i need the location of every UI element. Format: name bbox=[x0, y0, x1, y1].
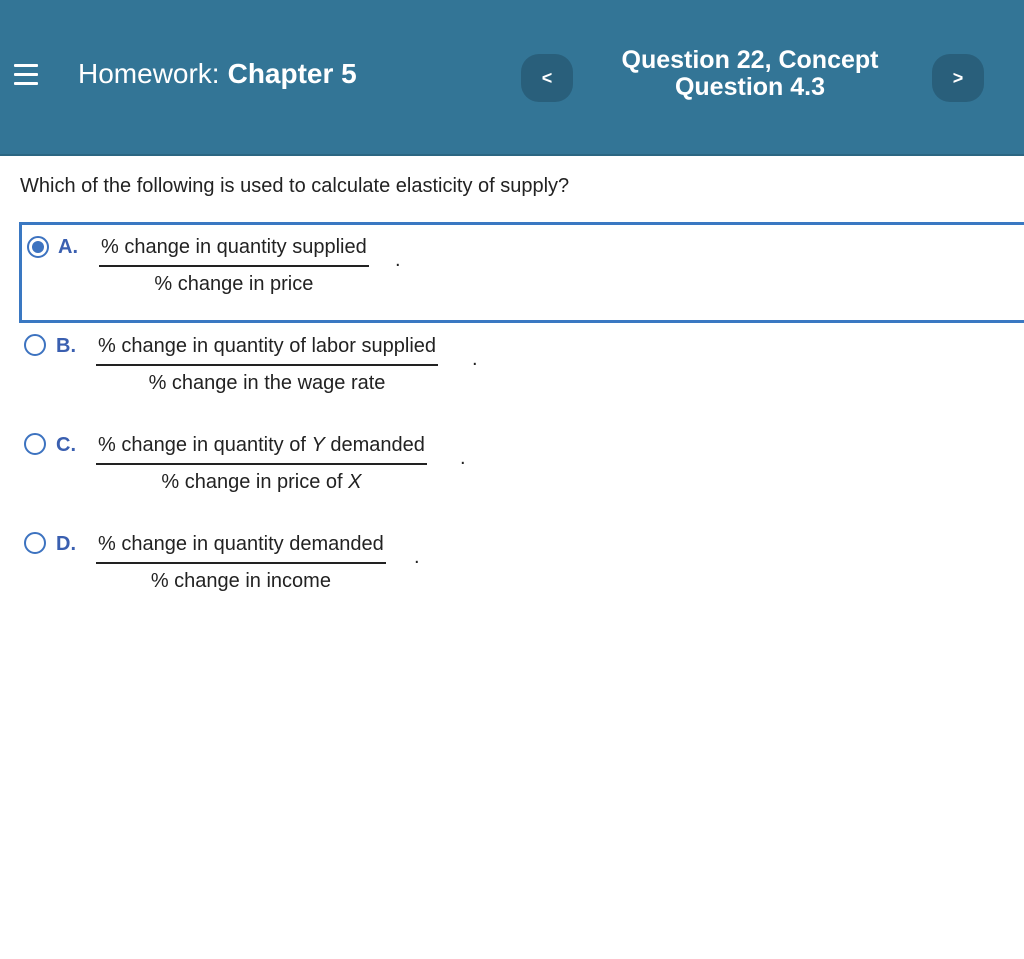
option-d[interactable] bbox=[0, 531, 1024, 601]
option-c[interactable] bbox=[0, 432, 1024, 502]
denominator-b: % change in the wage rate bbox=[148, 372, 386, 394]
option-letter-d: D. bbox=[56, 533, 76, 555]
next-question-button[interactable] bbox=[932, 54, 984, 102]
radio-button-a[interactable] bbox=[27, 236, 49, 258]
radio-button-c[interactable] bbox=[24, 433, 46, 455]
question-title-line1: Question 22, Concept bbox=[621, 46, 879, 74]
period-d: . bbox=[414, 546, 420, 568]
chapter-name: Chapter 5 bbox=[227, 58, 357, 89]
fraction-d bbox=[96, 533, 386, 593]
question-text: Which of the following is used to calculate elasticity of supply? bbox=[20, 175, 570, 197]
previous-question-button[interactable] bbox=[521, 54, 573, 102]
fraction-b bbox=[96, 335, 438, 395]
period-c: . bbox=[460, 447, 466, 469]
period-a: . bbox=[395, 249, 401, 271]
radio-button-d[interactable] bbox=[24, 532, 46, 554]
fraction-c bbox=[96, 434, 427, 494]
denominator-d: % change in income bbox=[150, 570, 331, 592]
variable-y: Y bbox=[311, 434, 325, 456]
chevron-right-icon: > bbox=[952, 67, 964, 88]
question-title-line2: Question 4.3 bbox=[674, 73, 826, 101]
period-b: . bbox=[472, 348, 478, 370]
denominator-c-text: % change in price of bbox=[161, 471, 349, 493]
numerator-c-text-2: demanded bbox=[324, 434, 425, 456]
fraction-a bbox=[99, 236, 369, 296]
radio-selected-dot bbox=[32, 241, 44, 253]
radio-button-b[interactable] bbox=[24, 334, 46, 356]
question-title bbox=[592, 47, 908, 101]
numerator-c-text-1: % change in quantity of bbox=[98, 434, 312, 456]
homework-prefix: Homework: bbox=[78, 58, 220, 89]
option-a[interactable] bbox=[19, 222, 1024, 323]
variable-x: X bbox=[348, 471, 362, 493]
header-bar bbox=[0, 0, 1024, 156]
denominator-c bbox=[96, 465, 427, 494]
hamburger-menu-icon[interactable] bbox=[14, 64, 42, 88]
chevron-left-icon: < bbox=[541, 67, 553, 88]
numerator-a: % change in quantity supplied bbox=[99, 236, 369, 267]
homework-title bbox=[78, 58, 357, 90]
option-b[interactable] bbox=[0, 333, 1024, 403]
option-letter-c: C. bbox=[56, 434, 76, 456]
numerator-c bbox=[96, 434, 427, 465]
denominator-a: % change in price bbox=[154, 273, 314, 295]
numerator-b: % change in quantity of labor supplied bbox=[96, 335, 438, 366]
option-letter-a: A. bbox=[58, 236, 78, 258]
option-letter-b: B. bbox=[56, 335, 76, 357]
numerator-d: % change in quantity demanded bbox=[96, 533, 386, 564]
